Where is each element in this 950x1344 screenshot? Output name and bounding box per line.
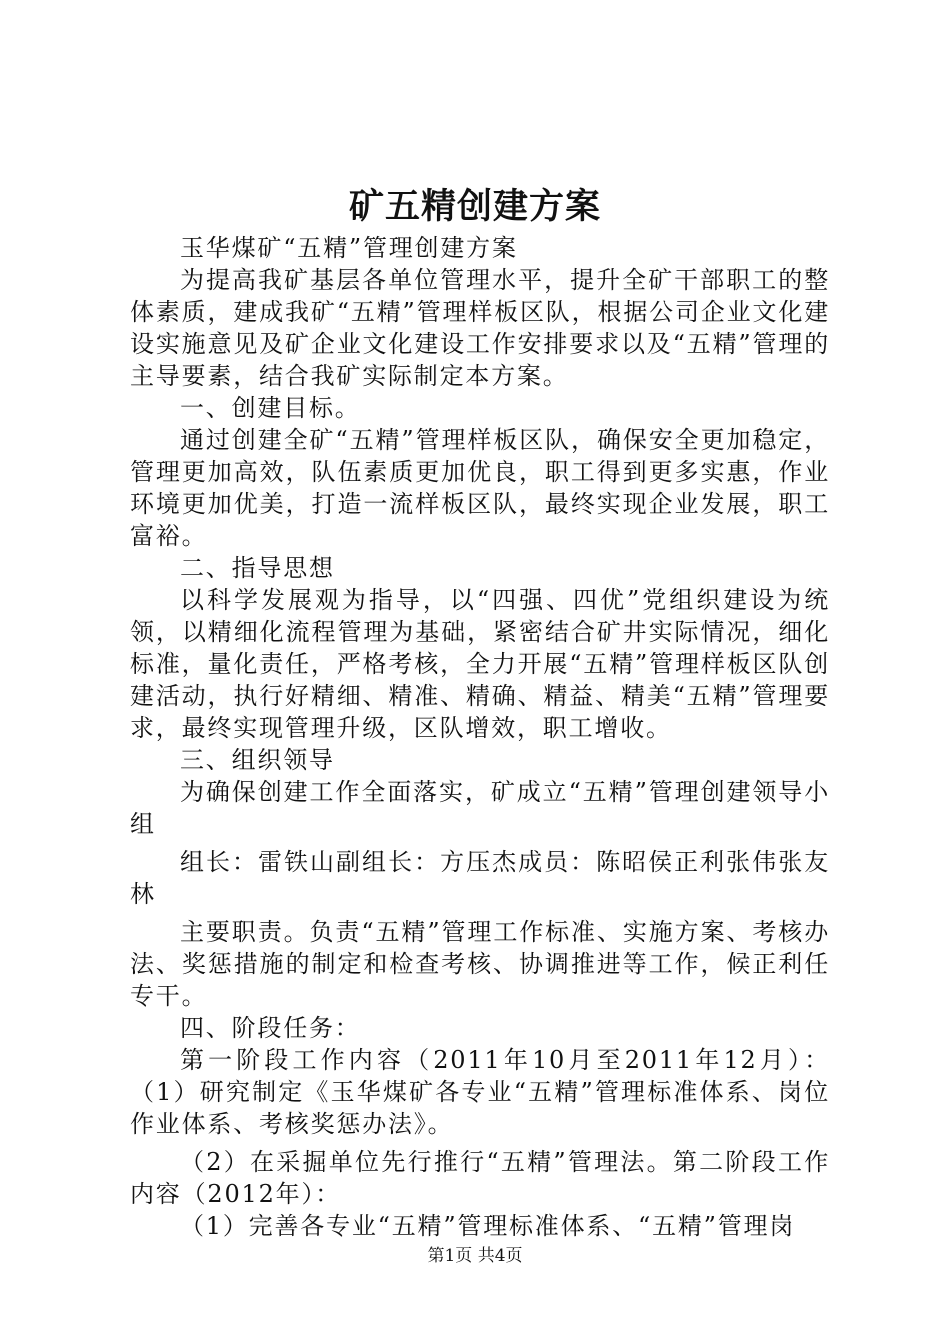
paragraph-subtitle: 玉华煤矿“五精”管理创建方案: [180, 234, 518, 262]
page-footer: 第1页 共4页: [427, 1246, 523, 1266]
document-body: [130, 232, 830, 1242]
paragraph-stage-two-item: （1）完善各专业“五精”管理标准体系、“五精”管理岗: [180, 1212, 796, 1240]
heading-organization: 三、组织领导: [180, 746, 335, 774]
heading-guiding-idea: 二、指导思想: [180, 554, 335, 582]
document-title: 矿五精创建方案: [348, 186, 601, 227]
heading-stage-tasks: 四、阶段任务：: [180, 1014, 361, 1042]
paragraph-stage-two: （2）在采掘单位先行推行“五精”管理法。第二阶段工作内容（2012年）：: [130, 1148, 830, 1208]
paragraph-goal: 通过创建全矿“五精”管理样板区队，确保安全更加稳定，管理更加高效，队伍素质更加优良，职工得到更多实惠，作业环境更加优美，打造一流样板区队，最终实现企业发展，职工富裕。: [130, 426, 830, 550]
paragraph-guiding-idea: 以科学发展观为指导，以“四强、四优”党组织建设为统领，以精细化流程管理为基础，紧密结合矿井实际情况，细化标准，量化责任，严格考核，全力开展“五精”管理样板区队创建活动，执行好精细、精准、精确、精益、精美“五精”管理要求，最终实现管理升级，区队增效，职工增收。: [130, 586, 830, 742]
paragraph-members: 组长：雷铁山副组长：方压杰成员：陈昭侯正利张伟张友林: [130, 848, 830, 908]
paragraph-stage-one: 第一阶段工作内容（2011年10月至2011年12月）：（1）研究制定《玉华煤矿各专业“五精”管理标准体系、岗位作业体系、考核奖惩办法》。: [130, 1046, 830, 1138]
paragraph-intro: 为提高我矿基层各单位管理水平，提升全矿干部职工的整体素质，建成我矿“五精”管理样板区队，根据公司企业文化建设实施意见及矿企业文化建设工作安排要求以及“五精”管理的主导要素，结合我矿实际制定本方案。: [130, 266, 830, 390]
paragraph-duties: 主要职责。负责“五精”管理工作标准、实施方案、考核办法、奖惩措施的制定和检查考核、协调推进等工作，候正利任专干。: [130, 918, 830, 1010]
paragraph-organization: 为确保创建工作全面落实，矿成立“五精”管理创建领导小组: [130, 778, 830, 838]
heading-goal: 一、创建目标。: [180, 394, 361, 422]
